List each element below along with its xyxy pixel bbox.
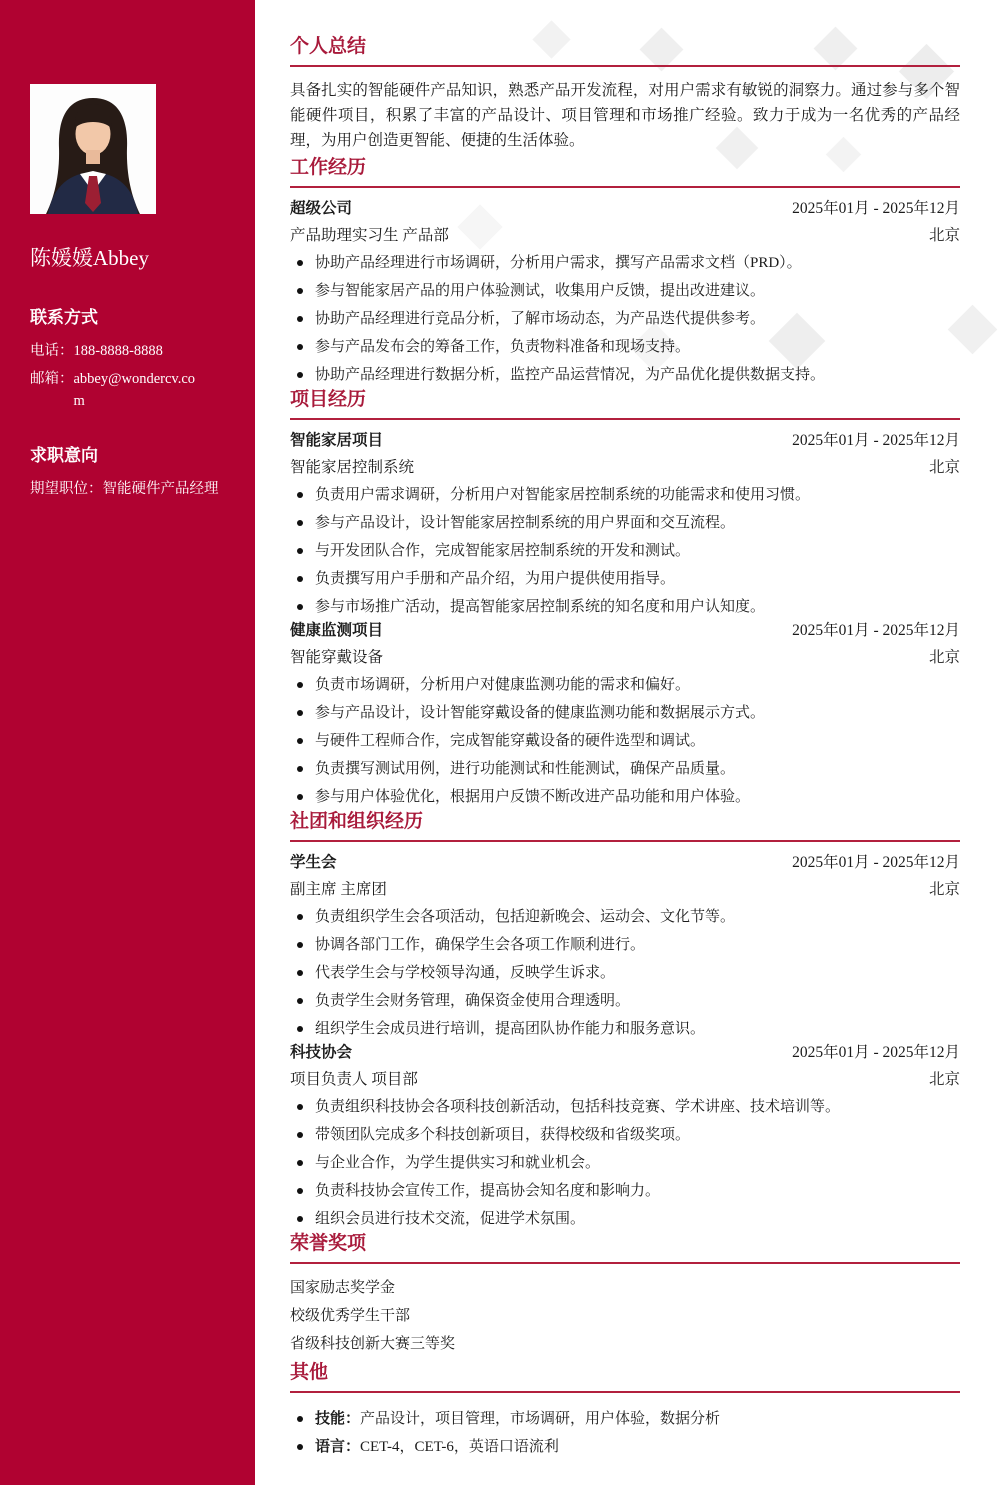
work-entry <box>290 198 960 385</box>
intention-heading: 求职意向 <box>30 446 98 465</box>
summary-text: 具备扎实的智能硬件产品知识，熟悉产品开发流程，对用户需求有敏锐的洞察力。通过参与多个智能硬件项目，积累了丰富的产品设计、项目管理和市场推广经验。致力于成为一名优秀的产品经理，为用户创造更智能、便捷的生活体验。 <box>290 82 960 149</box>
entry-date: 2025年01月 - 2025年12月 <box>792 200 960 217</box>
entry-title: 智能家居项目 <box>290 432 384 449</box>
bullet-item: 代表学生会与学校领导沟通，反映学生诉求。 <box>290 963 960 983</box>
section-heading-honors: 荣誉奖项 <box>290 1233 960 1264</box>
bullet-item: 负责撰写测试用例，进行功能测试和性能测试，确保产品质量。 <box>290 759 960 779</box>
email-value: abbey@wondercv.com <box>73 371 196 409</box>
bullet-item: 负责组织学生会各项活动，包括迎新晚会、运动会、文化节等。 <box>290 907 960 927</box>
bullet-item: 协调各部门工作，确保学生会各项工作顺利进行。 <box>290 935 960 955</box>
organization-entry <box>290 1042 960 1229</box>
other-item-skills <box>290 1409 960 1429</box>
sidebar <box>0 0 255 1485</box>
project-entry <box>290 430 960 617</box>
section-heading-summary: 个人总结 <box>290 36 960 67</box>
other-item-label: 技能： <box>315 1411 361 1427</box>
honor-item: 省级科技创新大赛三等奖 <box>290 1336 456 1352</box>
bullet-item: 协助产品经理进行市场调研，分析用户需求，撰写产品需求文档（PRD）。 <box>290 253 960 273</box>
contact-heading: 联系方式 <box>30 308 98 327</box>
bullet-item: 参与智能家居产品的用户体验测试，收集用户反馈，提出改进建议。 <box>290 281 960 301</box>
intention-value: 智能硬件产品经理 <box>102 481 219 497</box>
other-item-languages <box>290 1437 960 1457</box>
organization-entry <box>290 852 960 1039</box>
phone-value: 188-8888-8888 <box>73 343 163 359</box>
entry-location: 北京 <box>928 459 960 476</box>
other-list <box>290 1409 960 1457</box>
honor-item: 校级优秀学生干部 <box>290 1308 411 1324</box>
bullet-item: 参与产品设计，设计智能家居控制系统的用户界面和交互流程。 <box>290 513 960 533</box>
entry-subtitle: 智能家居控制系统 <box>290 459 415 476</box>
bullet-item: 协助产品经理进行数据分析，监控产品运营情况，为产品优化提供数据支持。 <box>290 365 960 385</box>
bullet-item: 负责撰写用户手册和产品介绍，为用户提供使用指导。 <box>290 569 960 589</box>
bullet-item: 协助产品经理进行竞品分析，了解市场动态，为产品迭代提供参考。 <box>290 309 960 329</box>
bullet-item: 参与产品设计，设计智能穿戴设备的健康监测功能和数据展示方式。 <box>290 703 960 723</box>
section-heading-organizations: 社团和组织经历 <box>290 811 960 842</box>
entry-location: 北京 <box>928 227 960 244</box>
other-item-value: 产品设计，项目管理，市场调研，用户体验，数据分析 <box>360 1411 721 1427</box>
bullet-item: 带领团队完成多个科技创新项目，获得校级和省级奖项。 <box>290 1125 960 1145</box>
bullet-item: 参与产品发布会的筹备工作，负责物料准备和现场支持。 <box>290 337 960 357</box>
bullet-item: 负责学生会财务管理，确保资金使用合理透明。 <box>290 991 960 1011</box>
resume-main <box>255 0 1000 1485</box>
bullet-item: 与开发团队合作，完成智能家居控制系统的开发和测试。 <box>290 541 960 561</box>
entry-location: 北京 <box>928 1071 960 1088</box>
entry-subtitle: 副主席 主席团 <box>290 881 387 898</box>
entry-date: 2025年01月 - 2025年12月 <box>792 622 960 639</box>
section-heading-projects: 项目经历 <box>290 389 960 420</box>
bullet-item: 负责用户需求调研，分析用户对智能家居控制系统的功能需求和使用习惯。 <box>290 485 960 505</box>
contact-phone-row <box>30 340 227 362</box>
contact-email-row <box>30 368 227 412</box>
entry-subtitle: 项目负责人 项目部 <box>290 1071 418 1088</box>
honor-item: 国家励志奖学金 <box>290 1280 396 1296</box>
entry-title: 健康监测项目 <box>290 622 384 639</box>
bullet-item: 负责科技协会宣传工作，提高协会知名度和影响力。 <box>290 1181 960 1201</box>
bullet-item: 与企业合作，为学生提供实习和就业机会。 <box>290 1153 960 1173</box>
bullet-item: 负责市场调研，分析用户对健康监测功能的需求和偏好。 <box>290 675 960 695</box>
portrait-photo <box>30 84 156 214</box>
phone-label: 电话： <box>30 343 74 359</box>
other-item-value: CET-4，CET-6，英语口语流利 <box>360 1439 559 1455</box>
entry-subtitle: 产品助理实习生 产品部 <box>290 227 449 244</box>
entry-title: 学生会 <box>290 854 337 871</box>
bullet-item: 参与市场推广活动，提高智能家居控制系统的知名度和用户认知度。 <box>290 597 960 617</box>
candidate-name: 陈媛媛Abbey <box>30 246 149 270</box>
entry-date: 2025年01月 - 2025年12月 <box>792 854 960 871</box>
bullet-item: 参与用户体验优化，根据用户反馈不断改进产品功能和用户体验。 <box>290 787 960 807</box>
honors-list <box>290 1278 960 1354</box>
bullet-item: 负责组织科技协会各项科技创新活动，包括科技竞赛、学术讲座、技术培训等。 <box>290 1097 960 1117</box>
email-label: 邮箱： <box>30 371 74 387</box>
project-entry <box>290 620 960 807</box>
entry-date: 2025年01月 - 2025年12月 <box>792 432 960 449</box>
bullet-item: 组织学生会成员进行培训，提高团队协作能力和服务意识。 <box>290 1019 960 1039</box>
section-heading-other: 其他 <box>290 1362 960 1393</box>
section-heading-work: 工作经历 <box>290 157 960 188</box>
entry-location: 北京 <box>928 649 960 666</box>
bullet-item: 与硬件工程师合作，完成智能穿戴设备的硬件选型和调试。 <box>290 731 960 751</box>
bullet-item: 组织会员进行技术交流，促进学术氛围。 <box>290 1209 960 1229</box>
intention-row <box>30 478 227 500</box>
intention-label: 期望职位： <box>30 481 103 497</box>
entry-title: 科技协会 <box>290 1044 353 1061</box>
entry-location: 北京 <box>928 881 960 898</box>
entry-title: 超级公司 <box>290 200 353 217</box>
entry-subtitle: 智能穿戴设备 <box>290 649 384 666</box>
other-item-label: 语言： <box>315 1439 361 1455</box>
entry-date: 2025年01月 - 2025年12月 <box>792 1044 960 1061</box>
